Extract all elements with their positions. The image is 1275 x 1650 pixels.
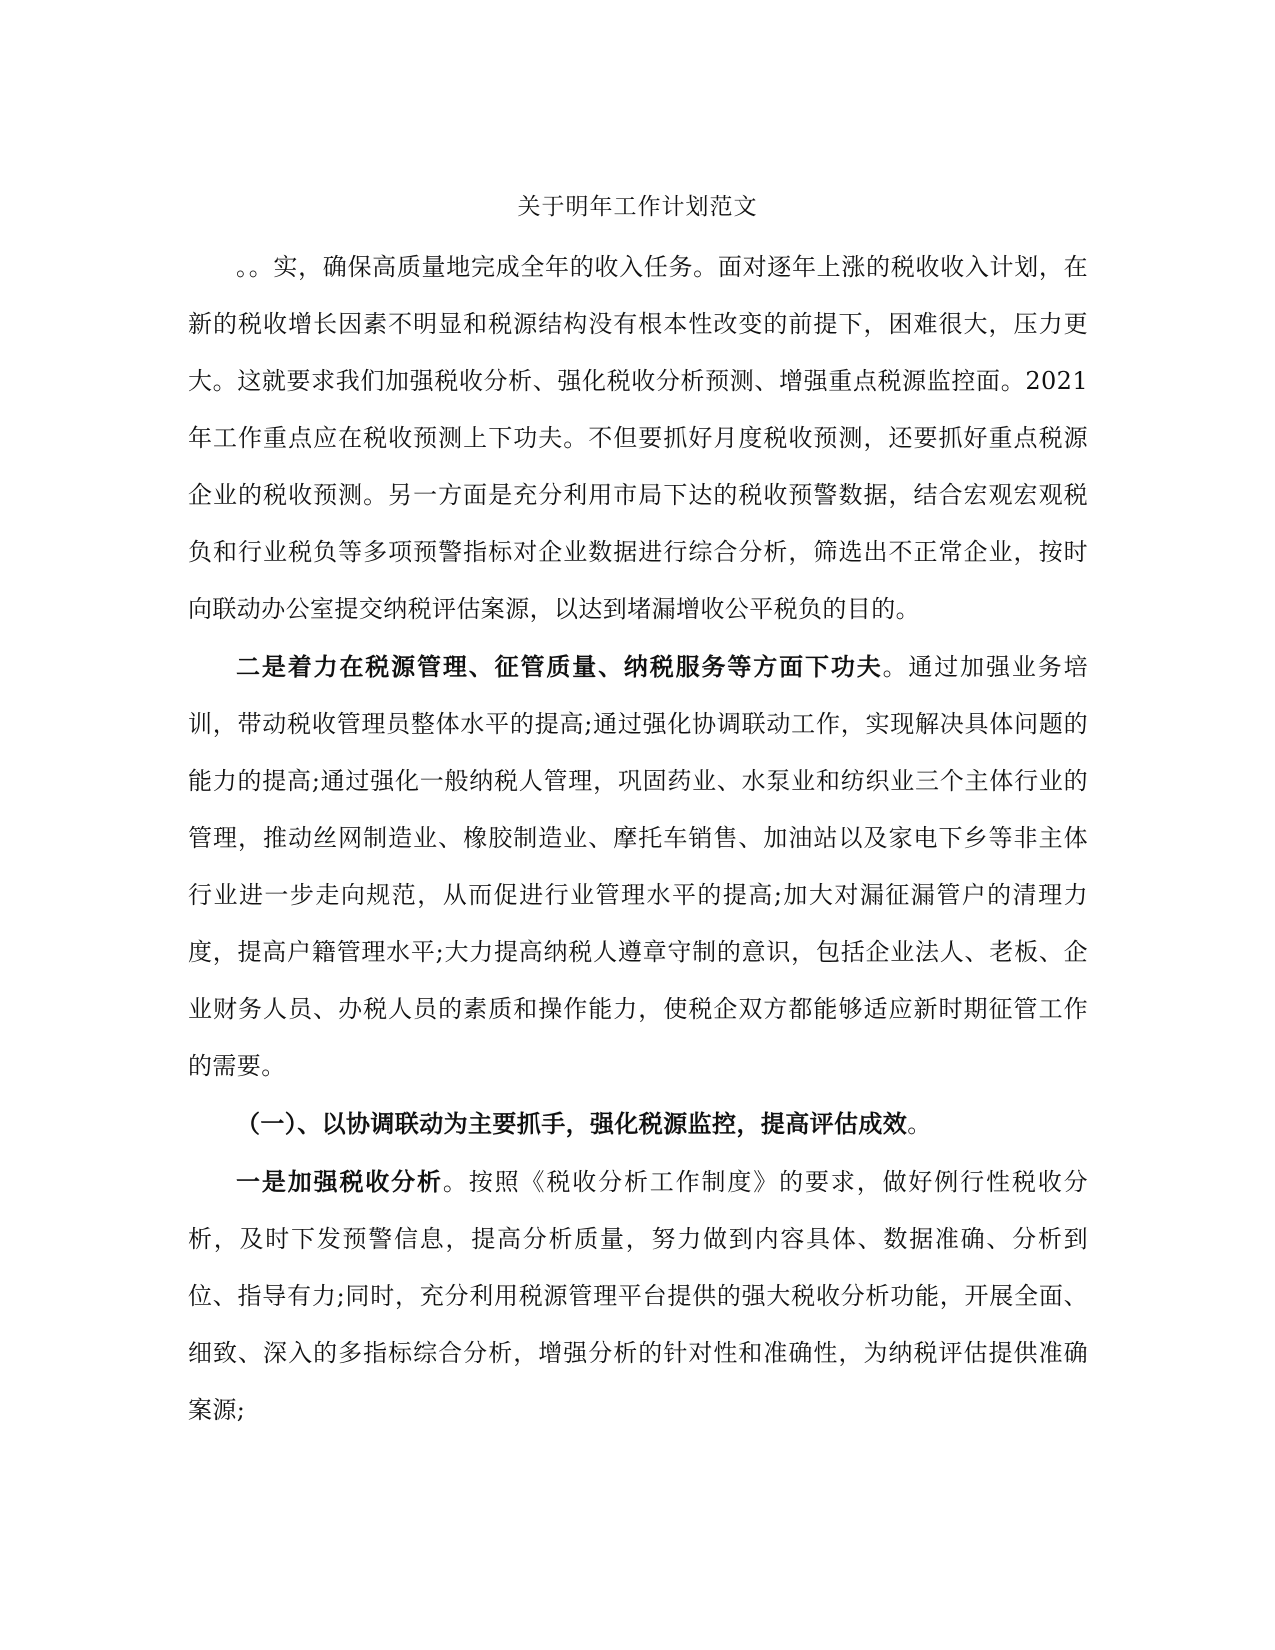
paragraph-tax-analysis	[188, 1153, 1088, 1439]
paragraph-lead: 二是着力在税源管理、征管质量、纳税服务等方面下功夫	[236, 652, 883, 681]
document-title: 关于明年工作计划范文	[517, 194, 758, 220]
paragraph-text: 。通过加强业务培训，带动税收管理员整体水平的提高;通过强化协调联动工作，实现解决具体问题的能力的提高;通过强化一般纳税人管理，巩固药业、水泵业和纺织业三个主体行业的管理，推动丝网制造业、橡胶制造业、摩托车销售、加油站以及家电下乡等非主体行业进一步走向规范，从而促进行业管理水平的提高;加大对漏征漏管户的清理力度，提高户籍管理水平;大力提高纳税人遵章守制的意识，包括企业法人、老板、企业财务人员、办税人员的素质和操作能力，使税企双方都能够适应新时期征管工作的需要。	[188, 653, 1088, 1080]
section-heading-text: （一）、以协调联动为主要抓手，强化税源监控，提高评估成效	[236, 1109, 908, 1138]
paragraph-intro	[188, 238, 1088, 638]
paragraph-text: 。。实，确保高质量地完成全年的收入任务。面对逐年上涨的税收收入计划，在新的税收增长因素不明显和税源结构没有根本性改变的前提下，困难很大，压力更大。这就要求我们加强税收分析、强化税收分析预测、增强重点税源监控面。2021年工作重点应在税收预测上下功夫。不但要抓好月度税收预测，还要抓好重点税源企业的税收预测。另一方面是充分利用市局下达的税收预警数据，结合宏观宏观税负和行业税负等多项预警指标对企业数据进行综合分析，筛选出不正常企业，按时向联动办公室提交纳税评估案源，以达到堵漏增收公平税负的目的。	[188, 253, 1088, 623]
section-heading-punct: 。	[907, 1110, 932, 1138]
paragraph-lead: 一是加强税收分析	[236, 1167, 443, 1196]
section-heading	[188, 1095, 1088, 1153]
document-body	[188, 238, 1088, 1439]
paragraph-text: 。按照《税收分析工作制度》的要求，做好例行性税收分析，及时下发预警信息，提高分析质量，努力做到内容具体、数据准确、分析到位、指导有力;同时，充分利用税源管理平台提供的强大税收分析功能，开展全面、细致、深入的多指标综合分析，增强分析的针对性和准确性，为纳税评估提供准确案源;	[188, 1168, 1089, 1424]
paragraph-tax-management	[188, 638, 1088, 1095]
